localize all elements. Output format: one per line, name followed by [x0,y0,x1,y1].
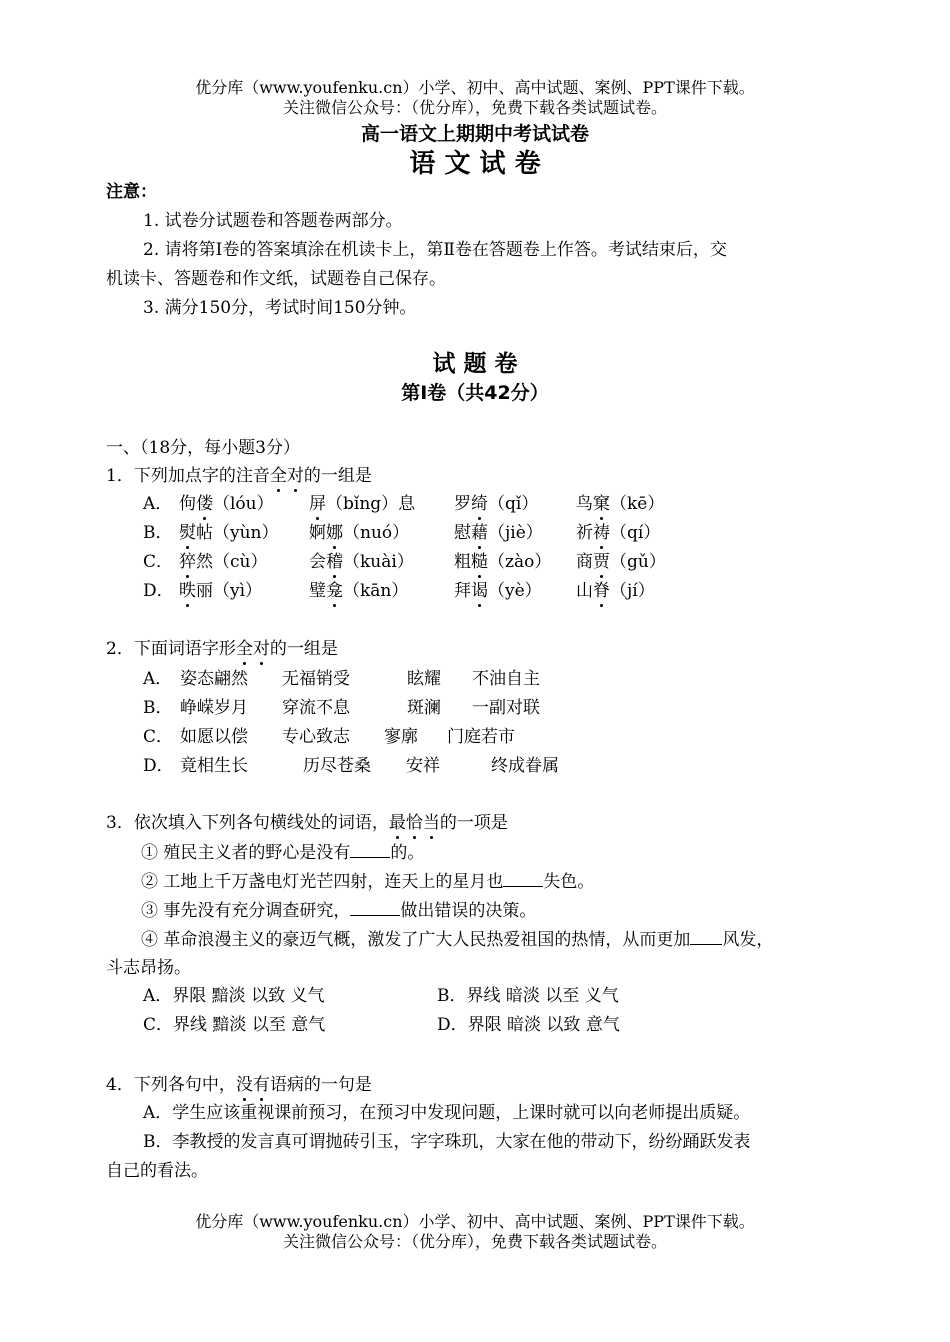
site-footer-line2: 关注微信公众号：（优分库），免费下载各类试题试卷。 [282,1232,667,1251]
notice-item-1: 1. 试卷分试题卷和答题卷两部分。 [143,211,403,231]
q4-option-b-cont: 自己的看法。 [106,1161,208,1181]
notice-item-2a: 2. 请将第Ⅰ卷的答案填涂在机读卡上，第Ⅱ卷在答题卷上作答。考试结束后，交 [143,240,727,260]
q4-option-a: A．学生应该重视课前预习，在预习中发现问题，上课时就可以向老师提出质疑。 [143,1103,751,1123]
q2-option-a: A． 姿态翩然 无福销受 眩耀 不油自主 [143,669,540,689]
q1-option-c: C． 猝然（cù） 会稽（kuài） 粗糙（zào） 商贾（gǔ） [143,552,666,572]
notice-label: 注意： [106,182,157,202]
q3-option-d: D．界限 暗淡 以致 意气 [437,1015,620,1035]
notice-item-3: 3. 满分150分，考试时间150分钟。 [143,298,417,318]
q2-option-d: D． 竟相生长 历尽苍桑 安祥 终成眷属 [143,756,559,776]
question-1-stem: 1．下列加点字的注音全对的一组是 [106,466,372,486]
subject-title: 语 文 试 卷 [409,149,541,179]
section-one-label: 一、（18分，每小题3分） [106,438,300,458]
q2-option-b: B． 峥嵘岁月 穿流不息 斑澜 一副对联 [143,698,540,718]
site-footer-line1: 优分库（www.youfenku.cn）小学、初中、高中试题、案例、PPT课件下载。 [195,1212,755,1231]
q3-option-b: B．界线 暗淡 以至 义气 [437,986,619,1006]
q2-option-c: C． 如愿以偿 专心致志 寥廓 门庭若市 [143,727,515,747]
notice-item-2b: 机读卡、答题卷和作文纸，试题卷自己保存。 [106,269,446,289]
q3-sentence-1: ① 殖民主义者的野心是没有 的。 [141,843,425,863]
question-2-stem: 2．下面词语字形全对的一组是 [106,639,338,659]
site-header-line1: 优分库（www.youfenku.cn）小学、初中、高中试题、案例、PPT课件下载。 [195,78,755,97]
part-one-heading: 第Ⅰ卷（共42分） [401,382,549,404]
paper-heading: 试 题 卷 [432,351,518,377]
q3-sentence-4: ④ 革命浪漫主义的豪迈气概，激发了广大人民热爱祖国的热情，从而更加 风发， [141,930,774,950]
q3-sentence-4-cont: 斗志昂扬。 [106,958,191,978]
exam-title: 高一语文上期期中考试试卷 [360,123,589,145]
question-4-stem: 4．下列各句中，没有语病的一句是 [106,1075,372,1095]
q3-sentence-2: ② 工地上千万盏电灯光芒四射，连天上的星月也 失色。 [141,872,595,892]
q1-option-d: D． 昳丽（yì） 璧龛（kān） 拜谒（yè） 山脊（jí） [143,581,655,601]
q1-option-a: A． 佝偻（lóu） 屏（bǐng）息 罗绮（qǐ） 鸟窠（kē） [143,494,665,514]
q4-option-b: B．李教授的发言真可谓抛砖引玉，字字珠玑，大家在他的带动下，纷纷踊跃发表 [143,1132,751,1152]
site-header-line2: 关注微信公众号：（优分库），免费下载各类试题试卷。 [282,98,667,117]
q3-sentence-3: ③ 事先没有充分调查研究， 做出错误的决策。 [141,901,537,921]
q3-option-c: C．界线 黯淡 以至 意气 [143,1015,326,1035]
question-3-stem: 3．依次填入下列各句横线处的词语，最恰当的一项是 [106,813,508,833]
q3-option-a: A．界限 黯淡 以致 义气 [143,986,325,1006]
q1-option-b: B． 熨帖（yùn） 婀娜（nuó） 慰藉（jiè） 祈祷（qí） [143,523,661,543]
